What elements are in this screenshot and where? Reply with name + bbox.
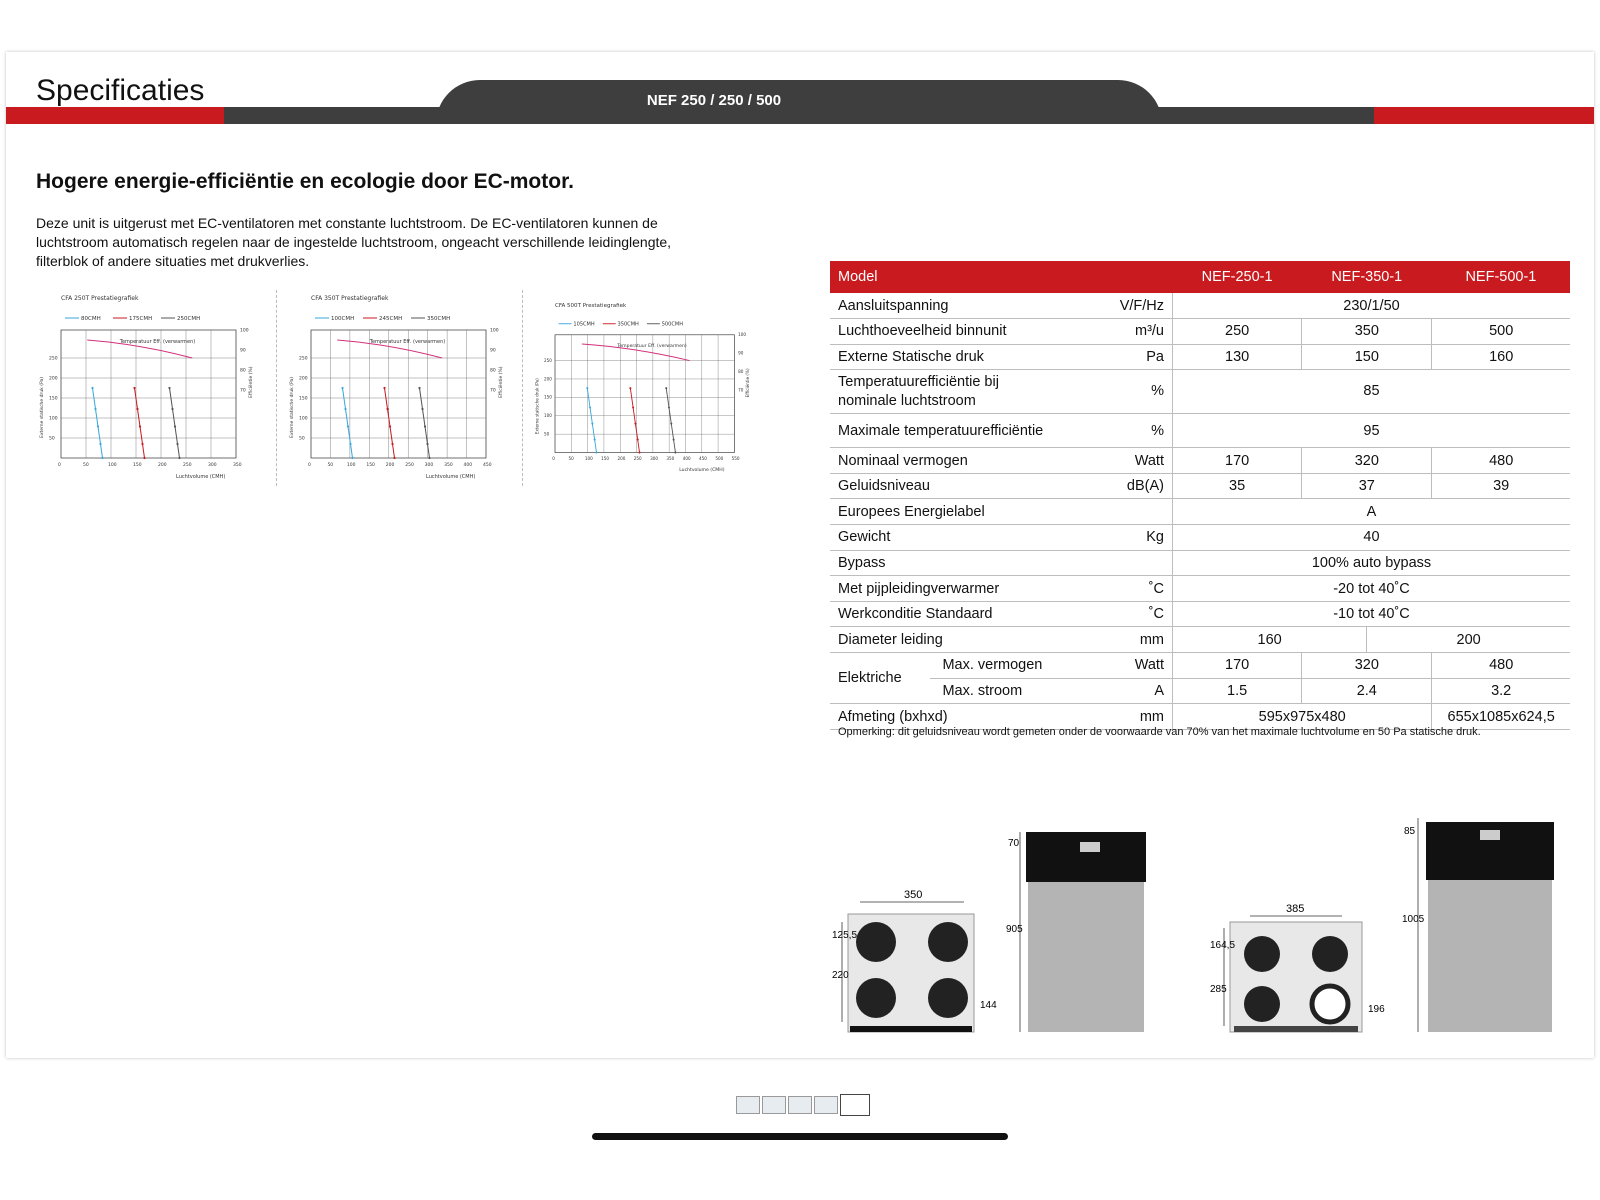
spec-value: -10 tot 40˚C — [1173, 601, 1571, 627]
large-body-height-dim: 1005 — [1402, 914, 1425, 925]
y-tick: 200 — [49, 376, 58, 382]
fan-curve-point — [347, 425, 349, 427]
spec-label-line: nominale luchtstroom — [838, 392, 976, 409]
fan-curve — [343, 388, 353, 458]
y2-tick: 70 — [490, 388, 496, 394]
y-tick: 50 — [299, 436, 305, 442]
fan-curve-point — [421, 408, 423, 410]
spec-value: 170 — [1173, 653, 1302, 679]
y2-tick: 90 — [738, 350, 744, 356]
fan-curve-point — [383, 387, 385, 389]
plot-frame — [311, 330, 486, 458]
spec-label: Gewicht — [830, 525, 1096, 551]
small-body-height-dim: 905 — [1006, 924, 1023, 935]
efficiency-label: Temperatuur Eff. (verwarmen) — [369, 339, 446, 345]
y-tick: 50 — [49, 436, 55, 442]
spec-value: 480 — [1432, 653, 1570, 679]
spec-value: 150 — [1302, 344, 1432, 370]
x-tick: 400 — [682, 455, 691, 461]
y2-tick: 80 — [490, 368, 496, 374]
x-tick: 350 — [444, 463, 453, 468]
fan-curve-point — [632, 406, 634, 408]
legend-label: 100CMH — [331, 316, 355, 322]
y-tick: 250 — [299, 356, 308, 362]
spec-row — [830, 576, 1570, 602]
spec-label: Luchthoeveelheid binnunit — [830, 319, 1096, 345]
spec-label: Diameter leiding — [830, 627, 1096, 653]
fan-curve-point — [389, 425, 391, 427]
y2-tick: 70 — [240, 388, 246, 394]
spec-label: Aansluitspanning — [830, 293, 1096, 319]
x-tick: 50 — [83, 463, 89, 468]
fan-curve-point — [674, 452, 676, 454]
spec-value: 350 — [1302, 319, 1432, 345]
spec-header-row — [830, 261, 1570, 293]
spec-label: Geluidsniveau — [830, 473, 1096, 499]
x-tick: 500 — [715, 455, 724, 461]
y-tick: 100 — [49, 416, 58, 422]
fan-curve — [666, 388, 675, 452]
spec-row — [830, 653, 1570, 679]
spec-unit: Pa — [1096, 344, 1172, 370]
spec-row — [830, 550, 1570, 576]
y-tick: 200 — [299, 376, 308, 382]
spec-unit: ˚C — [1096, 576, 1172, 602]
fan-curve — [170, 388, 180, 458]
y-tick: 100 — [543, 413, 552, 419]
y2-tick: 90 — [240, 348, 246, 354]
x-tick: 150 — [133, 463, 142, 468]
fan-curve-point — [136, 408, 138, 410]
spec-unit: V/F/Hz — [1096, 293, 1172, 319]
spec-unit: Watt — [1096, 448, 1172, 474]
fan-curve-point — [426, 443, 428, 445]
chart-title: CFA 500T Prestatiegrafiek — [555, 303, 627, 310]
x-tick: 450 — [483, 463, 492, 468]
spec-value: 39 — [1432, 473, 1570, 499]
spec-row — [830, 319, 1570, 345]
spec-value: 160 — [1432, 344, 1570, 370]
legend-label: 175CMH — [129, 316, 153, 322]
spec-unit: Watt — [1096, 653, 1172, 679]
fan-curve-point — [673, 439, 675, 441]
spec-unit: % — [1096, 414, 1172, 448]
x-tick: 0 — [58, 463, 61, 468]
y-tick: 250 — [49, 356, 58, 362]
y-axis-label: Externe statische druk (Pa) — [40, 377, 45, 438]
large-unit-front-view — [1210, 903, 1385, 1032]
large-spacing-top-dim: 164,5 — [1210, 940, 1236, 951]
fan-curve-point — [586, 387, 588, 389]
y-tick: 150 — [543, 394, 552, 400]
spec-value: 595x975x480 — [1173, 704, 1432, 730]
x-tick: 400 — [463, 463, 473, 468]
x-tick: 300 — [424, 463, 434, 468]
fan-curve-point — [176, 443, 178, 445]
spec-label: Europees Energielabel — [830, 499, 1096, 525]
fan-curve-point — [101, 457, 103, 459]
fan-curve-point — [341, 387, 343, 389]
chart-title: CFA 350T Prestatiegrafiek — [311, 295, 389, 302]
fan-curve-point — [349, 443, 351, 445]
x-tick: 150 — [366, 463, 375, 468]
spec-label: Werkconditie Standaard — [830, 601, 1096, 627]
spec-label: Externe Statische druk — [830, 344, 1096, 370]
fan-curve-point — [344, 408, 346, 410]
small-top-height-dim: 70 — [1008, 838, 1020, 849]
fan-curve — [93, 388, 103, 458]
chart-500 — [532, 290, 762, 490]
x-tick: 100 — [584, 455, 593, 461]
small-offset-dim: 144 — [980, 1000, 997, 1011]
spec-page — [6, 52, 1594, 1058]
chart-divider — [522, 290, 523, 486]
spec-unit: mm — [1096, 627, 1172, 653]
x-axis-label: Luchtvolume (CMH) — [176, 474, 226, 480]
fan-curve-point — [668, 406, 670, 408]
x-tick: 50 — [568, 455, 574, 461]
y2-tick: 70 — [738, 387, 744, 393]
x-axis-label: Luchtvolume (CMH) — [679, 467, 725, 473]
spec-sublabel: Max. vermogen — [930, 653, 1096, 679]
x-tick: 250 — [183, 463, 192, 468]
spec-value: 230/1/50 — [1173, 293, 1571, 319]
y2-tick: 100 — [738, 332, 746, 338]
unit-drawings — [830, 812, 1570, 1042]
x-tick: 250 — [405, 463, 414, 468]
y-tick: 150 — [299, 396, 308, 402]
large-top-height-dim: 85 — [1404, 826, 1416, 837]
large-spacing-bottom-dim: 285 — [1210, 984, 1227, 995]
y-axis-label: Externe statische druk (Pa) — [534, 378, 540, 435]
spec-sublabel: Max. stroom — [930, 678, 1096, 704]
spec-value: 655x1085x624,5 — [1432, 704, 1570, 730]
spec-value: 40 — [1173, 525, 1571, 551]
fan-curve-point — [133, 387, 135, 389]
spec-unit: Kg — [1096, 525, 1172, 551]
fan-curve-point — [141, 443, 143, 445]
x-tick: 200 — [158, 463, 167, 468]
x-axis-label: Luchtvolume (CMH) — [426, 474, 476, 480]
spec-value: -20 tot 40˚C — [1173, 576, 1571, 602]
large-width-dim: 385 — [1286, 903, 1305, 915]
spec-unit — [1096, 550, 1172, 576]
efficiency-label: Temperatuur Eff. (verwarmen) — [617, 343, 687, 349]
x-tick: 250 — [633, 455, 642, 461]
spec-value: 100% auto bypass — [1173, 550, 1571, 576]
spec-row — [830, 627, 1570, 653]
large-unit-side-view — [1402, 818, 1554, 1032]
spec-label: Elektriche — [830, 653, 930, 704]
x-tick: 200 — [385, 463, 395, 468]
small-spacing-bottom-dim: 220 — [832, 970, 849, 981]
fan-curve-point — [665, 387, 667, 389]
fan-curve-point — [424, 425, 426, 427]
x-tick: 0 — [552, 455, 555, 461]
x-tick: 200 — [617, 455, 626, 461]
page-thumbnail[interactable] — [788, 1096, 812, 1114]
spec-label: Maximale temperatuurefficiëntie — [830, 414, 1096, 448]
spec-unit: m³/u — [1096, 319, 1172, 345]
header-band-red-left — [6, 107, 224, 124]
page-thumbnail[interactable] — [814, 1096, 838, 1114]
spec-row — [830, 678, 1570, 704]
x-tick: 350 — [233, 463, 242, 468]
spec-value: 37 — [1302, 473, 1432, 499]
y2-axis-label: Efficiëntie (%) — [745, 368, 751, 398]
fan-curve — [420, 388, 430, 458]
fan-curve-point — [99, 443, 101, 445]
intro-paragraph: Deze unit is uitgerust met EC-ventilatoren met constante luchtstroom. De EC-ventilatoren kunnen de luchtstroom automatisch regelen naar de ingestelde luchtstroom, ongeacht verschillende leidinglengte, filterblok of andere situaties met drukverlies. — [36, 215, 672, 269]
plot-frame — [555, 335, 734, 453]
legend-label: 350CMH — [427, 316, 451, 322]
y-axis-label: Externe statische druk (Pa) — [290, 377, 295, 438]
fan-curve-point — [589, 406, 591, 408]
x-tick: 100 — [346, 463, 356, 468]
model-col-header: NEF-500-1 — [1432, 261, 1570, 293]
legend-label: 350CMH — [617, 321, 639, 328]
spec-label: Nominaal vermogen — [830, 448, 1096, 474]
fan-curve — [385, 388, 395, 458]
fan-curve-point — [594, 439, 596, 441]
y-tick: 50 — [543, 431, 550, 437]
fan-curve-point — [351, 457, 353, 459]
spec-row — [830, 370, 1570, 414]
fan-curve-point — [670, 423, 672, 425]
fan-curve — [587, 388, 596, 452]
spec-unit — [1096, 499, 1172, 525]
spec-unit: dB(A) — [1096, 473, 1172, 499]
model-header: Model — [830, 261, 1173, 293]
y2-tick: 100 — [490, 328, 499, 334]
spec-value: 170 — [1173, 448, 1302, 474]
table-footnote: Opmerking: dit geluidsniveau wordt gemeten onder de voorwaarde van 70% van het maximale luchtvolume en 50 Pa statische druk. — [838, 726, 1481, 738]
y2-tick: 100 — [240, 328, 249, 334]
spec-label — [830, 370, 1096, 414]
spec-value: 200 — [1367, 627, 1570, 653]
spec-row — [830, 601, 1570, 627]
fan-curve-point — [97, 425, 99, 427]
header-band-red-right — [1374, 107, 1594, 124]
chart-500-plot — [532, 290, 762, 490]
x-tick: 550 — [731, 455, 740, 461]
fan-curve-point — [418, 387, 420, 389]
small-width-dim: 350 — [904, 889, 923, 901]
fan-curve-point — [637, 439, 639, 441]
spec-value: 2.4 — [1302, 678, 1432, 704]
legend-label: 245CMH — [379, 316, 403, 322]
fan-curve-point — [639, 452, 641, 454]
fan-curve-point — [139, 425, 141, 427]
large-offset-dim: 196 — [1368, 1004, 1385, 1015]
spec-unit: mm — [1096, 704, 1172, 730]
spec-value: 35 — [1173, 473, 1302, 499]
fan-curve — [630, 388, 639, 452]
spec-row — [830, 448, 1570, 474]
page-thumbnail[interactable] — [736, 1096, 760, 1114]
efficiency-label: Temperatuur Eff. (verwarmen) — [119, 339, 196, 345]
chart-250-plot — [36, 290, 266, 490]
x-tick: 50 — [327, 463, 334, 468]
performance-charts — [36, 290, 776, 490]
legend-label: 250CMH — [177, 316, 201, 322]
small-unit-front-view — [832, 889, 997, 1032]
spec-label: Bypass — [830, 550, 1096, 576]
fan-curve-point — [168, 387, 170, 389]
spec-value: 480 — [1432, 448, 1570, 474]
spec-value: 1.5 — [1173, 678, 1302, 704]
spec-value: 500 — [1432, 319, 1570, 345]
y2-tick: 80 — [738, 368, 744, 374]
small-unit-side-view — [1006, 832, 1146, 1032]
spec-label: Met pijpleidingverwarmer — [830, 576, 1096, 602]
chart-250 — [36, 290, 266, 490]
fan-curve-point — [591, 423, 593, 425]
fan-curve-point — [393, 457, 395, 459]
page-thumbnail-active[interactable] — [840, 1094, 870, 1116]
fan-curve-point — [174, 425, 176, 427]
spec-label-line: Temperatuurefficiëntie bij — [838, 373, 999, 390]
x-tick: 300 — [208, 463, 217, 468]
y2-tick: 80 — [240, 368, 246, 374]
fan-curve-point — [634, 423, 636, 425]
model-col-header: NEF-250-1 — [1173, 261, 1302, 293]
spec-value: 160 — [1173, 627, 1367, 653]
spec-row — [830, 293, 1570, 319]
chart-350-plot — [286, 290, 516, 490]
page-title: Specificaties — [36, 74, 205, 107]
y2-tick: 90 — [490, 348, 496, 354]
fan-curve-point — [391, 443, 393, 445]
y-tick: 200 — [543, 376, 552, 382]
x-tick: 0 — [308, 463, 311, 468]
x-tick: 450 — [699, 455, 707, 461]
chart-title: CFA 250T Prestatiegrafiek — [61, 295, 139, 302]
chart-divider — [276, 290, 277, 486]
x-tick: 300 — [650, 455, 658, 461]
fan-curve-point — [94, 408, 96, 410]
legend-label: 500CMH — [661, 321, 684, 328]
spec-row — [830, 499, 1570, 525]
y-tick: 100 — [299, 416, 308, 422]
small-spacing-top-dim: 125,5 — [832, 930, 858, 941]
spec-row — [830, 525, 1570, 551]
spec-label: Afmeting (bxhxd) — [830, 704, 1096, 730]
y2-axis-label: Efficiëntie (%) — [249, 366, 254, 398]
spec-value: 130 — [1173, 344, 1302, 370]
model-col-header: NEF-350-1 — [1302, 261, 1432, 293]
x-tick: 150 — [601, 455, 610, 461]
plot-frame — [61, 330, 236, 458]
fan-curve-point — [143, 457, 145, 459]
spec-value: 85 — [1173, 370, 1571, 414]
spec-row — [830, 344, 1570, 370]
fan-curve-point — [386, 408, 388, 410]
legend-label: 105CMH — [573, 321, 595, 328]
fan-curve-point — [428, 457, 430, 459]
spec-value: 320 — [1302, 448, 1432, 474]
fan-curve-point — [171, 408, 173, 410]
model-tab-label: NEF 250 / 250 / 500 — [646, 92, 782, 109]
spec-unit: A — [1096, 678, 1172, 704]
spec-value: 250 — [1173, 319, 1302, 345]
spec-value: 95 — [1173, 414, 1571, 448]
spec-row — [830, 414, 1570, 448]
legend-label: 80CMH — [81, 316, 101, 322]
page-thumbnail[interactable] — [762, 1096, 786, 1114]
y-tick: 250 — [543, 357, 552, 363]
spec-value: A — [1173, 499, 1571, 525]
y-tick: 150 — [49, 396, 58, 402]
chart-350 — [286, 290, 516, 490]
section-headline: Hogere energie-efficiëntie en ecologie door EC-motor. — [36, 170, 574, 193]
spec-value: 3.2 — [1432, 678, 1570, 704]
spec-table — [830, 261, 1570, 730]
fan-curve-point — [91, 387, 93, 389]
home-indicator[interactable] — [592, 1133, 1008, 1140]
spec-value: 320 — [1302, 653, 1432, 679]
spec-row — [830, 473, 1570, 499]
x-tick: 100 — [108, 463, 117, 468]
fan-curve-point — [595, 452, 597, 454]
spec-unit: ˚C — [1096, 601, 1172, 627]
fan-curve-point — [629, 387, 631, 389]
y2-axis-label: Efficiëntie (%) — [499, 366, 504, 398]
spec-unit: % — [1096, 370, 1172, 414]
fan-curve-point — [178, 457, 180, 459]
x-tick: 350 — [666, 455, 675, 461]
